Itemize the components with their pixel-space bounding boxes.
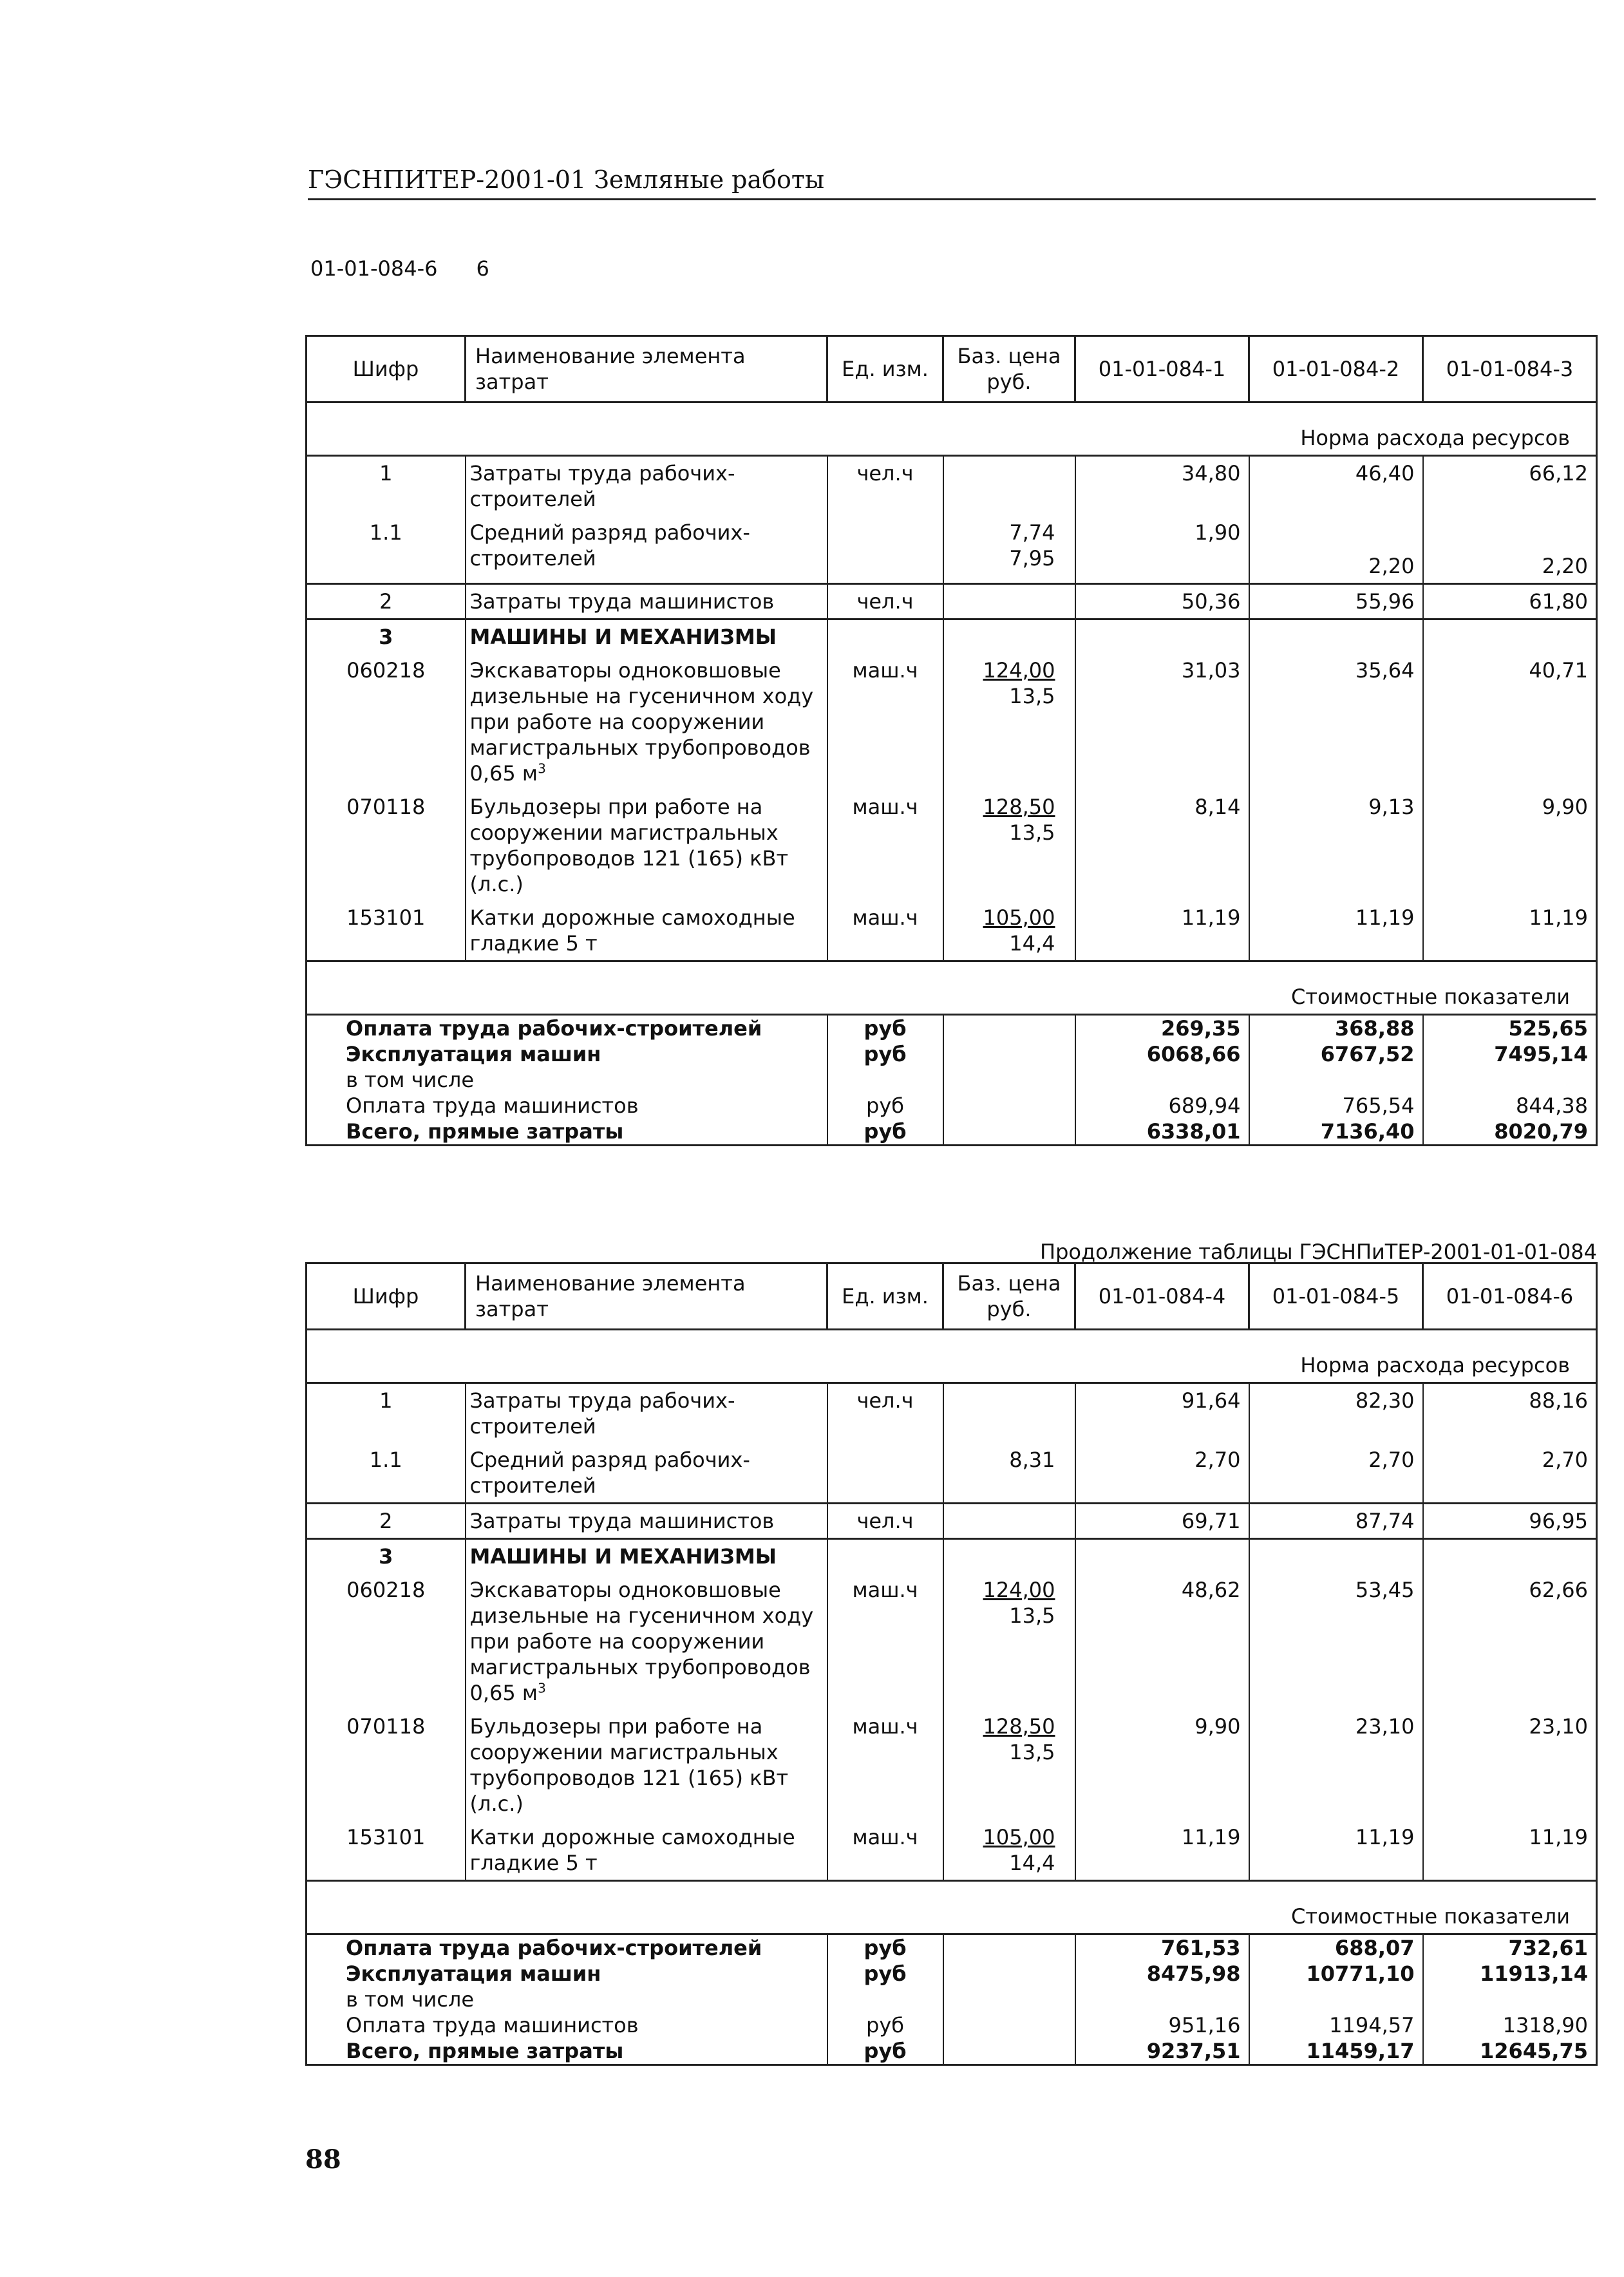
row-unit: маш.ч xyxy=(827,1820,943,1881)
total-row-labor xyxy=(307,1934,1597,1961)
total-value-1: 951,16 xyxy=(1075,2012,1249,2038)
total-row-operators xyxy=(307,1093,1597,1119)
total-value-3: 844,38 xyxy=(1423,1093,1597,1119)
row-code: 2 xyxy=(307,584,466,619)
col-header-code-3: 01-01-084-3 xyxy=(1423,336,1597,402)
row-value-3: 62,66 xyxy=(1423,1573,1597,1710)
resource-table-1 xyxy=(305,335,1598,1146)
total-unit: руб xyxy=(827,2038,943,2065)
total-value-1: 689,94 xyxy=(1075,1093,1249,1119)
row-name: Затраты труда рабочих-строителей xyxy=(466,1383,827,1444)
total-unit xyxy=(827,1067,943,1093)
total-row-incl xyxy=(307,1067,1597,1093)
table-row xyxy=(307,1820,1597,1881)
row-value-3: 11,19 xyxy=(1423,1820,1597,1881)
row-unit: чел.ч xyxy=(827,1383,943,1444)
section-cost-label: Стоимостные показатели xyxy=(307,961,1597,1015)
section-norm-label: Норма расхода ресурсов xyxy=(307,1330,1597,1383)
row-value-1: 48,62 xyxy=(1075,1573,1249,1710)
row-code: 153101 xyxy=(307,901,466,961)
row-name: МАШИНЫ И МЕХАНИЗМЫ xyxy=(466,1539,827,1574)
section-cost-row xyxy=(307,1881,1597,1934)
table-row xyxy=(307,456,1597,516)
row-price-sub: 13,5 xyxy=(1009,820,1055,845)
total-price xyxy=(943,1987,1075,2012)
section-cost-label: Стоимостные показатели xyxy=(307,1881,1597,1934)
row-name: Бульдозеры при работе на сооружении магистральных трубопроводов 121 (165) кВт (л.с.) xyxy=(466,790,827,901)
row-price-main: 105,00 xyxy=(983,1825,1055,1849)
total-value-1: 6338,01 xyxy=(1075,1119,1249,1146)
row-name-text: Экскаваторы одноковшовые дизельные на гусеничном ходу при работе на сооружении магистральных трубопроводов 0,65 м xyxy=(469,658,814,786)
total-value-2: 7136,40 xyxy=(1249,1119,1423,1146)
row-price xyxy=(943,1504,1075,1539)
row-name: Бульдозеры при работе на сооружении магистральных трубопроводов 121 (165) кВт (л.с.) xyxy=(466,1710,827,1820)
row-value-1: 11,19 xyxy=(1075,901,1249,961)
row-price xyxy=(943,790,1075,901)
total-row-machines xyxy=(307,1041,1597,1067)
row-price-main: 105,00 xyxy=(983,905,1055,930)
table-row xyxy=(307,516,1597,584)
total-label: Оплата труда машинистов xyxy=(307,2012,827,2038)
total-price xyxy=(943,1067,1075,1093)
col-header-code-2: 01-01-084-2 xyxy=(1249,336,1423,402)
total-value-1 xyxy=(1075,1067,1249,1093)
row-price-sub: 14,4 xyxy=(1009,931,1055,956)
row-code: 070118 xyxy=(307,790,466,901)
total-unit: руб xyxy=(827,1041,943,1067)
row-price-sub: 14,4 xyxy=(1009,1851,1055,1875)
row-price xyxy=(943,654,1075,790)
row-unit: маш.ч xyxy=(827,654,943,790)
total-row-direct xyxy=(307,1119,1597,1146)
total-value-1 xyxy=(1075,1987,1249,2012)
total-price xyxy=(943,2038,1075,2065)
total-price xyxy=(943,1015,1075,1042)
col-header-code-2: 01-01-084-5 xyxy=(1249,1263,1423,1330)
row-value-2: 2,70 xyxy=(1249,1443,1423,1504)
row-value-3: 40,71 xyxy=(1423,654,1597,790)
table-row xyxy=(307,1573,1597,1710)
total-label: Всего, прямые затраты xyxy=(307,2038,827,2065)
row-value-3: 9,90 xyxy=(1423,790,1597,901)
row-name: Затраты труда машинистов xyxy=(466,1504,827,1539)
total-unit: руб xyxy=(827,1015,943,1042)
header-row xyxy=(307,336,1597,402)
total-value-3: 7495,14 xyxy=(1423,1041,1597,1067)
row-value-1: 91,64 xyxy=(1075,1383,1249,1444)
total-value-1: 8475,98 xyxy=(1075,1961,1249,1987)
col-header-name: Наименование элемента затрат xyxy=(466,1263,827,1330)
total-row-labor xyxy=(307,1015,1597,1042)
total-value-2: 368,88 xyxy=(1249,1015,1423,1042)
col-header-shifr: Шифр xyxy=(307,1263,466,1330)
total-value-3: 12645,75 xyxy=(1423,2038,1597,2065)
row-value-3: 96,95 xyxy=(1423,1504,1597,1539)
row-value-2: 23,10 xyxy=(1249,1710,1423,1820)
total-value-2: 688,07 xyxy=(1249,1934,1423,1961)
row-price xyxy=(943,584,1075,619)
row-name-sup: 3 xyxy=(538,1680,546,1696)
row-value-2: 35,64 xyxy=(1249,654,1423,790)
section-cost-row xyxy=(307,961,1597,1015)
row-price xyxy=(943,1383,1075,1444)
row-value-2: 11,19 xyxy=(1249,1820,1423,1881)
row-name: Средний разряд рабочих-строителей xyxy=(466,516,827,584)
row-value-3: 23,10 xyxy=(1423,1710,1597,1820)
total-unit xyxy=(827,1987,943,2012)
row-price-main: 124,00 xyxy=(983,1578,1055,1602)
total-unit: руб xyxy=(827,1961,943,1987)
row-value-2: 46,40 xyxy=(1249,456,1423,516)
total-label: Оплата труда машинистов xyxy=(307,1093,827,1119)
row-price xyxy=(943,619,1075,654)
total-value-2: 765,54 xyxy=(1249,1093,1423,1119)
page-number: 88 xyxy=(305,2144,341,2175)
total-label: в том числе xyxy=(307,1987,827,2012)
header-row xyxy=(307,1263,1597,1330)
row-name: МАШИНЫ И МЕХАНИЗМЫ xyxy=(466,619,827,654)
total-value-2: 6767,52 xyxy=(1249,1041,1423,1067)
table-row xyxy=(307,901,1597,961)
total-price xyxy=(943,1934,1075,1961)
row-price-1: 8,31 xyxy=(1009,1448,1055,1472)
row-code: 3 xyxy=(307,619,466,654)
row-unit xyxy=(827,619,943,654)
row-name-text: Экскаваторы одноковшовые дизельные на гусеничном ходу при работе на сооружении магистральных трубопроводов 0,65 м xyxy=(469,1578,814,1705)
total-unit: руб xyxy=(827,1119,943,1146)
table-row xyxy=(307,1504,1597,1539)
total-unit: руб xyxy=(827,1934,943,1961)
row-price xyxy=(943,1820,1075,1881)
table-row xyxy=(307,1539,1597,1574)
total-value-1: 6068,66 xyxy=(1075,1041,1249,1067)
row-unit: маш.ч xyxy=(827,790,943,901)
row-unit xyxy=(827,516,943,584)
total-label: Оплата труда рабочих-строителей xyxy=(307,1934,827,1961)
total-value-3: 8020,79 xyxy=(1423,1119,1597,1146)
row-value-2: 53,45 xyxy=(1249,1573,1423,1710)
row-value-1: 50,36 xyxy=(1075,584,1249,619)
row-price-main: 128,50 xyxy=(983,795,1055,819)
row-code: 060218 xyxy=(307,1573,466,1710)
resource-table-2 xyxy=(305,1262,1598,2066)
row-code: 2 xyxy=(307,1504,466,1539)
section-norm-label: Норма расхода ресурсов xyxy=(307,402,1597,456)
col-header-name: Наименование элемента затрат xyxy=(466,336,827,402)
row-value-2: 87,74 xyxy=(1249,1504,1423,1539)
table-row xyxy=(307,1710,1597,1820)
row-price xyxy=(943,1539,1075,1574)
total-row-operators xyxy=(307,2012,1597,2038)
total-unit: руб xyxy=(827,1093,943,1119)
row-unit: чел.ч xyxy=(827,584,943,619)
row-price xyxy=(943,516,1075,584)
row-value-2 xyxy=(1249,619,1423,654)
total-value-2: 1194,57 xyxy=(1249,2012,1423,2038)
total-value-3 xyxy=(1423,1067,1597,1093)
row-name: Затраты труда рабочих-строителей xyxy=(466,456,827,516)
row-value-3: 61,80 xyxy=(1423,584,1597,619)
row-value-1: 69,71 xyxy=(1075,1504,1249,1539)
document-title: ГЭСНПИТЕР-2001-01 Земляные работы xyxy=(308,165,825,194)
total-price xyxy=(943,1961,1075,1987)
col-header-shifr: Шифр xyxy=(307,336,466,402)
table-row xyxy=(307,790,1597,901)
row-value-2: 55,96 xyxy=(1249,584,1423,619)
row-price-1: 7,74 xyxy=(1009,520,1055,545)
total-row-incl xyxy=(307,1987,1597,2012)
col-header-code-1: 01-01-084-1 xyxy=(1075,336,1249,402)
row-name-sup: 3 xyxy=(538,761,546,777)
table-row xyxy=(307,1443,1597,1504)
total-label: в том числе xyxy=(307,1067,827,1093)
section-norm-row xyxy=(307,402,1597,456)
row-value-1 xyxy=(1075,619,1249,654)
row-value-2 xyxy=(1249,1539,1423,1574)
row-price-main: 124,00 xyxy=(983,658,1055,683)
total-label: Эксплуатация машин xyxy=(307,1961,827,1987)
total-price xyxy=(943,1119,1075,1146)
row-code: 060218 xyxy=(307,654,466,790)
row-value-3: 2,20 xyxy=(1423,516,1597,584)
row-value-1: 1,90 xyxy=(1075,516,1249,584)
col-header-price: Баз. цена руб. xyxy=(943,336,1075,402)
row-value-3: 66,12 xyxy=(1423,456,1597,516)
row-value-1: 8,14 xyxy=(1075,790,1249,901)
total-row-direct xyxy=(307,2038,1597,2065)
total-value-2: 11459,17 xyxy=(1249,2038,1423,2065)
row-value-3: 88,16 xyxy=(1423,1383,1597,1444)
row-value-3 xyxy=(1423,619,1597,654)
total-label: Всего, прямые затраты xyxy=(307,1119,827,1146)
total-value-2: 10771,10 xyxy=(1249,1961,1423,1987)
rate-code: 01-01-084-6 xyxy=(310,256,438,281)
total-value-3: 525,65 xyxy=(1423,1015,1597,1042)
row-value-3 xyxy=(1423,1539,1597,1574)
total-value-2 xyxy=(1249,1987,1423,2012)
row-value-1: 9,90 xyxy=(1075,1710,1249,1820)
row-name: Средний разряд рабочих-строителей xyxy=(466,1443,827,1504)
total-value-1: 9237,51 xyxy=(1075,2038,1249,2065)
col-header-price: Баз. цена руб. xyxy=(943,1263,1075,1330)
row-price xyxy=(943,1573,1075,1710)
row-code: 1 xyxy=(307,1383,466,1444)
row-unit: чел.ч xyxy=(827,1504,943,1539)
table-row xyxy=(307,619,1597,654)
document-header xyxy=(308,161,1596,200)
row-name xyxy=(466,654,827,790)
row-name: Затраты труда машинистов xyxy=(466,584,827,619)
row-price xyxy=(943,456,1075,516)
row-value-1: 31,03 xyxy=(1075,654,1249,790)
total-unit: руб xyxy=(827,2012,943,2038)
table-row xyxy=(307,1383,1597,1444)
total-label: Оплата труда рабочих-строителей xyxy=(307,1015,827,1042)
row-price xyxy=(943,901,1075,961)
row-price-sub: 13,5 xyxy=(1009,1740,1055,1764)
total-value-1: 269,35 xyxy=(1075,1015,1249,1042)
row-value-1: 2,70 xyxy=(1075,1443,1249,1504)
row-name: Катки дорожные самоходные гладкие 5 т xyxy=(466,901,827,961)
row-price xyxy=(943,1710,1075,1820)
total-value-3: 1318,90 xyxy=(1423,2012,1597,2038)
col-header-unit: Ед. изм. xyxy=(827,1263,943,1330)
table-row xyxy=(307,584,1597,619)
row-price-main: 128,50 xyxy=(983,1714,1055,1739)
total-value-3: 732,61 xyxy=(1423,1934,1597,1961)
row-value-2: 9,13 xyxy=(1249,790,1423,901)
code-line xyxy=(310,256,489,281)
row-value-2: 82,30 xyxy=(1249,1383,1423,1444)
col-header-unit: Ед. изм. xyxy=(827,336,943,402)
row-code: 1 xyxy=(307,456,466,516)
table-row xyxy=(307,654,1597,790)
row-price-sub: 13,5 xyxy=(1009,1603,1055,1628)
row-code: 1.1 xyxy=(307,1443,466,1504)
total-price xyxy=(943,1041,1075,1067)
section-norm-row xyxy=(307,1330,1597,1383)
row-code: 153101 xyxy=(307,1820,466,1881)
total-price xyxy=(943,2012,1075,2038)
row-value-1: 34,80 xyxy=(1075,456,1249,516)
total-value-1: 761,53 xyxy=(1075,1934,1249,1961)
row-value-1 xyxy=(1075,1539,1249,1574)
row-price xyxy=(943,1443,1075,1504)
row-unit: чел.ч xyxy=(827,456,943,516)
row-unit: маш.ч xyxy=(827,1573,943,1710)
row-value-2: 11,19 xyxy=(1249,901,1423,961)
rate-number: 6 xyxy=(476,256,489,281)
row-code: 3 xyxy=(307,1539,466,1574)
total-price xyxy=(943,1093,1075,1119)
row-unit xyxy=(827,1443,943,1504)
row-price-2: 7,95 xyxy=(1009,546,1055,571)
row-unit xyxy=(827,1539,943,1574)
row-price-sub: 13,5 xyxy=(1009,684,1055,708)
total-row-machines xyxy=(307,1961,1597,1987)
row-name xyxy=(466,1573,827,1710)
row-value-3: 11,19 xyxy=(1423,901,1597,961)
total-value-3: 11913,14 xyxy=(1423,1961,1597,1987)
row-value-2: 2,20 xyxy=(1249,516,1423,584)
row-code: 1.1 xyxy=(307,516,466,584)
row-name: Катки дорожные самоходные гладкие 5 т xyxy=(466,1820,827,1881)
total-value-3 xyxy=(1423,1987,1597,2012)
row-value-3: 2,70 xyxy=(1423,1443,1597,1504)
row-value-1: 11,19 xyxy=(1075,1820,1249,1881)
col-header-code-3: 01-01-084-6 xyxy=(1423,1263,1597,1330)
total-value-2 xyxy=(1249,1067,1423,1093)
continuation-caption: Продолжение таблицы ГЭСНПиТЕР-2001-01-01-084 xyxy=(1040,1240,1597,1264)
col-header-code-1: 01-01-084-4 xyxy=(1075,1263,1249,1330)
row-code: 070118 xyxy=(307,1710,466,1820)
row-unit: маш.ч xyxy=(827,901,943,961)
total-label: Эксплуатация машин xyxy=(307,1041,827,1067)
row-unit: маш.ч xyxy=(827,1710,943,1820)
